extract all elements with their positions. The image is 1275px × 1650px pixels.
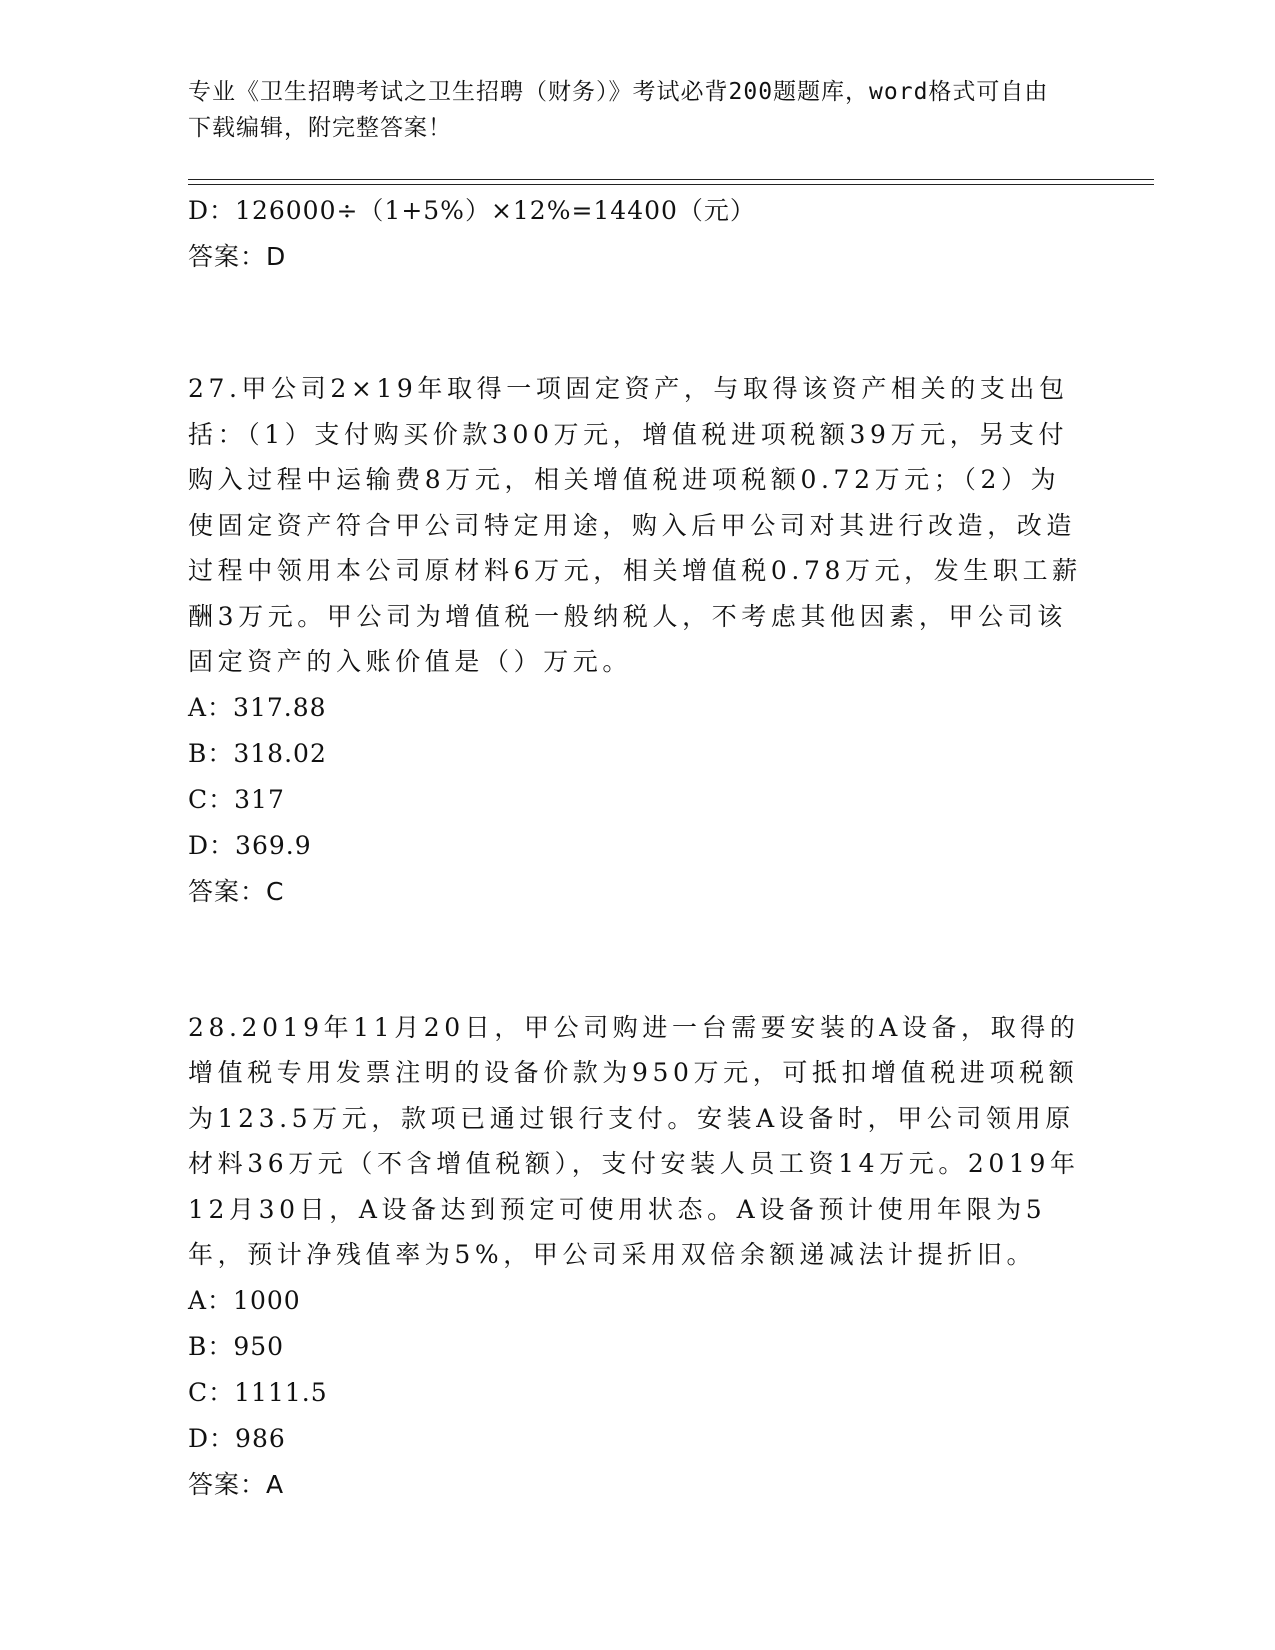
option-c: C：1111.5 [188, 1377, 328, 1407]
question-stem: 27.甲公司2×19年取得一项固定资产，与取得该资产相关的支出包括：（1）支付购买价款300万元，增值税进项税额39万元，另支付购入过程中运输费8万元，相关增值税进项税额0.72万元；（2）为使固定资产符合甲公司特定用途，购入后甲公司对其进行改造，改造过程中领用本公司原材料6万元，相关增值税0.78万元，发生职工薪酬3万元。甲公司为增值税一般纳税人，不考虑其他因素，甲公司该固定资产的入账价值是（）万元。 [188, 374, 1082, 676]
question-28 [188, 1005, 1088, 1508]
question-27 [188, 366, 1088, 915]
spacer [188, 915, 1088, 1005]
question-answer: 答案：C [188, 876, 285, 906]
option-a: A：317.88 [188, 692, 327, 722]
option-c: C：317 [188, 784, 285, 814]
document-body [188, 188, 1088, 1508]
spacer [188, 280, 1088, 366]
option-b: B：950 [188, 1331, 285, 1361]
prev-answer: 答案：D [188, 242, 287, 271]
option-d: D：986 [188, 1423, 286, 1453]
option-d: D：369.9 [188, 830, 312, 860]
header-divider-bottom [188, 184, 1154, 185]
option-a: A：1000 [188, 1285, 301, 1315]
prev-option-d: D：126000÷（1+5%）×12%=14400（元） [188, 196, 756, 225]
question-stem: 28.2019年11月20日，甲公司购进一台需要安装的A设备，取得的增值税专用发票注明的设备价款为950万元，可抵扣增值税进项税额为123.5万元，款项已通过银行支付。安装A设备时，甲公司领用原材料36万元（不含增值税额），支付安装人员工资14万元。2019年12月30日，A设备达到预定可使用状态。A设备预计使用年限为5年，预计净残值率为5%，甲公司采用双倍余额递减法计提折旧。 [188, 1012, 1080, 1269]
option-b: B：318.02 [188, 738, 327, 768]
question-answer: 答案：A [188, 1469, 285, 1499]
document-header: 专业《卫生招聘考试之卫生招聘（财务）》考试必背200题题库，word格式可自由下载编辑，附完整答案！ [188, 79, 1049, 141]
header-divider-top [188, 179, 1154, 180]
